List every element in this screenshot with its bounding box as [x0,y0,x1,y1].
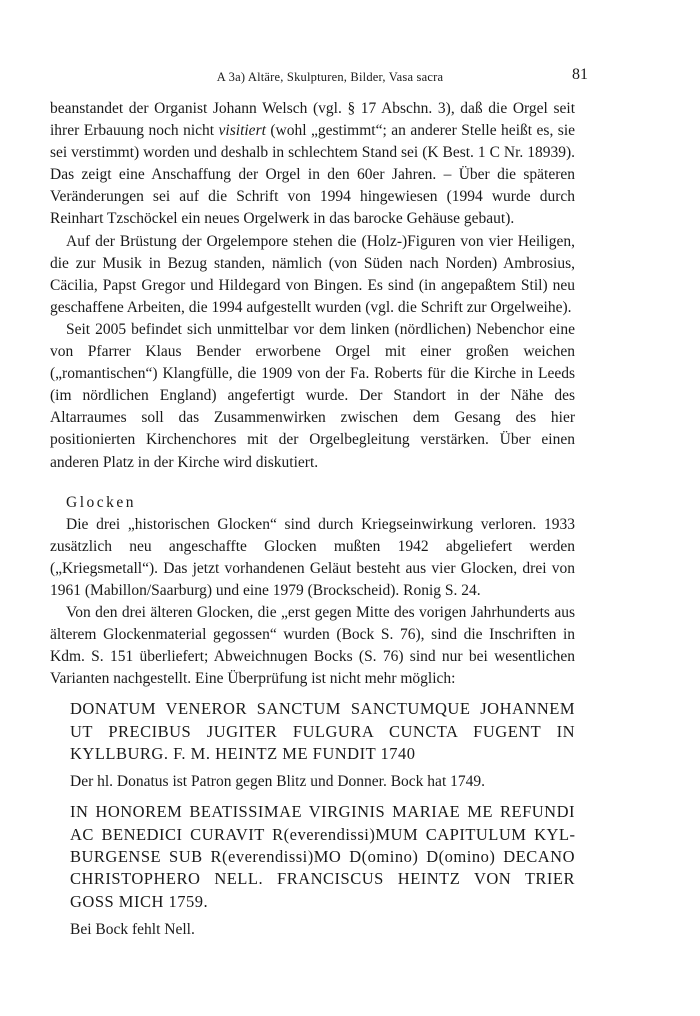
running-header: A 3a) Altäre, Skulpturen, Bilder, Vasa sacra [216,70,444,84]
page-number: 81 [572,66,588,83]
body-text [50,98,575,941]
paragraph-new-organ: Seit 2005 befindet sich unmittelbar vor dem linken (nördlichen) Nebenchor eine von Pfarrer Klaus Bender erworbene Orgel mit einer großen weichen („romantischen“) Klangfülle, die 1909 von der Fa. Roberts für die Kirche in Leeds (im nördlichen England) angefertigt wurde. Der Standort in der Nähe des Altarraumes soll das Zusammenwirken zwischen dem Gesang des hier positionierten Kirchenchores mit der Orgelbegleitung verstärken. Über einen anderen Platz in der Kirche wird diskutiert. [50,320,575,471]
inscription-note-2: Bei Bock fehlt Nell. [70,920,195,938]
section-heading-bells: Glocken [66,493,137,511]
paragraph-text: (wohl „gestimmt“; an anderer Stelle heißt es, sie sei verstimmt) worden und deshalb in schlechtem Stand sei (K Best. 1 C Nr. 18939). Das zeigt eine Anschaffung der Orgel in den 60er Jahren. – Über die späteren Veränderungen sei auf die Schrift von 1994 hingewiesen (1994 wurde durch Reinhart Tzschöckel ein neues Orgelwerk in das barocke Gehäuse gebaut). [50,122,576,228]
paragraph-organ-inspection [50,98,575,231]
paragraph-older-bells: Von den drei älteren Glocken, die „erst gegen Mitte des vorigen Jahrhunderts aus älterem Glockenmaterial gegossen“ wurden (Bock S. 76), sind die Inschriften in Kdm. S. 151 überliefert; Abweichnugen Bocks (S. 76) sind nur bei wesentlichen Varianten nachgestellt. Eine Überprüfung ist nicht mehr möglich: [50,604,575,688]
paragraph-bells-history: Die drei „historischen Glocken“ sind durch Kriegseinwirkung verloren. 1933 zusätzlich neu angeschaffte Glocken mußten 1942 abgeliefert werden („Kriegsmetall“). Das jetzt vorhandenen Geläut besteht aus vier Glocken, drei von 1961 (Mabillon/Saarburg) und eine 1979 (Brockscheid). Ronig S. 24. [50,515,575,599]
bell-inscription-1740: DONATUM VENEROR SANCTUM SANCTUMQUE JOHANNEM UT PRECIBUS JUGITER FULGURA CUNCTA FUGENT IN KYLLBURG. F. M. HEINTZ ME FUNDIT 1740 [70,699,575,764]
emphasis-visitiert: visitiert [218,122,266,140]
paragraph-text: beanstandet der Organist Johann Welsch (vgl. § 17 Abschn. 3), daß die Orgel seit ihrer Erbauung noch nicht [50,100,575,140]
paragraph-organ-figures: Auf der Brüstung der Orgelempore stehen die (Holz-)Figuren von vier Heiligen, die zur Musik in Bezug standen, nämlich (von Süden nach Norden) Ambrosius, Cäcilia, Papst Gregor und Hildegard von Bingen. Es sind (in angepaßtem Stil) neu geschaffene Arbeiten, die 1994 aufgestellt wurden (vgl. die Schrift zur Orgelweihe). [50,232,575,316]
bell-inscription-1759: IN HONOREM BEATISSIMAE VIRGINIS MARIAE ME REFUNDI AC BENEDICI CURAVIT R(everendissi)MUM CAPITULUM KYLBURGENSE SUB R(everendissi)MO D(omino) D(omino) DECANO CHRISTOPHERO NELL. FRANCISCUS HEINTZ VON TRIER GOSS MICH 1759. [70,802,575,911]
inscription-note-1: Der hl. Donatus ist Patron gegen Blitz und Donner. Bock hat 1749. [70,773,485,791]
